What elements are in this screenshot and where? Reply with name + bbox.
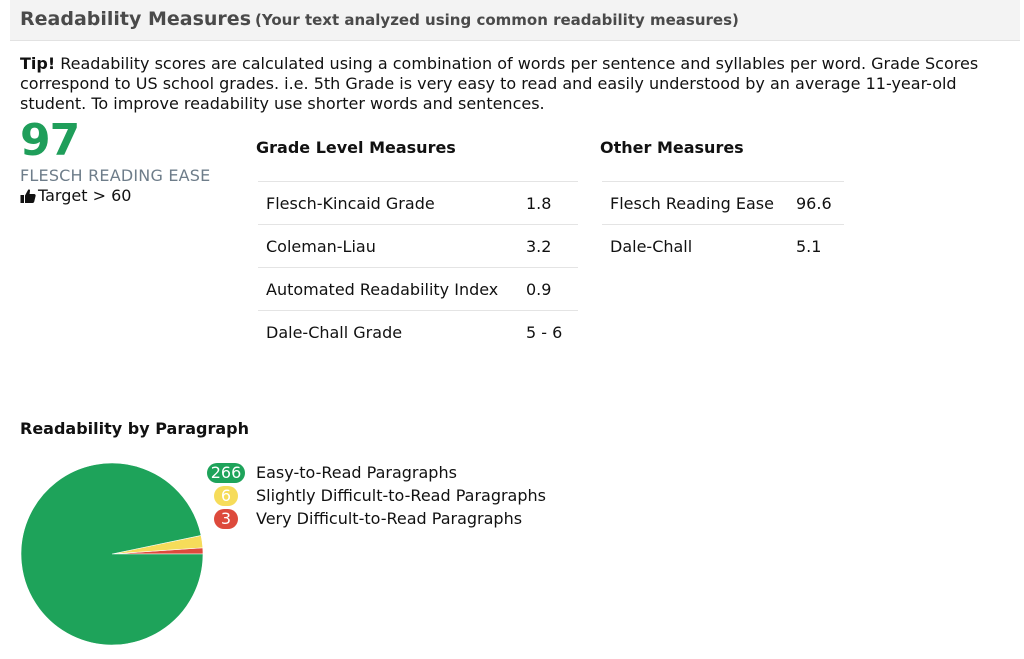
- other-measures-table: [602, 181, 844, 268]
- flesch-score-value: 97: [20, 115, 80, 166]
- section-header: [10, 0, 1020, 41]
- target-line: [20, 186, 131, 205]
- pie-slice-easy: [21, 463, 203, 645]
- measure-value: 96.6: [788, 182, 844, 225]
- table-row: [602, 225, 844, 268]
- section-title: [20, 8, 739, 30]
- legend-item-very-difficult: [204, 507, 546, 530]
- measure-name: Coleman-Liau: [258, 225, 518, 268]
- header-subtitle: (Your text analyzed using common readability measures): [255, 11, 739, 29]
- tip-text: Readability scores are calculated using a combination of words per sentence and syllables per word. Grade Scores correspond to US school grades. i.e. 5th Grade is very easy to read and easily understood by an average 11-year-old student. To improve readability use shorter words and sentences.: [20, 54, 979, 113]
- measure-name: Dale-Chall Grade: [258, 311, 518, 354]
- measure-name: Dale-Chall: [602, 225, 788, 268]
- legend-label-very-difficult: Very Difficult-to-Read Paragraphs: [256, 509, 523, 528]
- tip-label: Tip!: [20, 54, 56, 73]
- table-row: [258, 182, 578, 225]
- pie-legend: [204, 461, 546, 530]
- legend-item-easy: [204, 461, 546, 484]
- measure-name: Automated Readability Index: [258, 268, 518, 311]
- flesch-score-label: FLESCH READING EASE: [20, 166, 211, 185]
- measure-name: Flesch Reading Ease: [602, 182, 788, 225]
- other-measures-title: Other Measures: [600, 138, 744, 157]
- paragraph-readability-pie-chart: [20, 462, 204, 646]
- legend-label-easy: Easy-to-Read Paragraphs: [256, 463, 457, 482]
- grade-level-table: [258, 181, 578, 354]
- target-text: Target > 60: [38, 186, 132, 205]
- count-badge-easy: 266: [207, 463, 246, 483]
- tip-paragraph: [20, 54, 1015, 114]
- table-row: [258, 311, 578, 354]
- header-title: Readability Measures: [20, 8, 251, 30]
- legend-label-slightly-difficult: Slightly Difficult-to-Read Paragraphs: [256, 486, 546, 505]
- grade-level-title: Grade Level Measures: [256, 138, 456, 157]
- table-row: [602, 182, 844, 225]
- thumbs-up-icon: [20, 188, 36, 204]
- measure-name: Flesch-Kincaid Grade: [258, 182, 518, 225]
- legend-item-slightly-difficult: [204, 484, 546, 507]
- measure-value: 1.8: [518, 182, 578, 225]
- measure-value: 0.9: [518, 268, 578, 311]
- count-badge-slightly-difficult: 6: [214, 486, 238, 506]
- count-badge-very-difficult: 3: [214, 509, 238, 529]
- paragraph-readability-title: Readability by Paragraph: [20, 419, 249, 438]
- measure-value: 5 - 6: [518, 311, 578, 354]
- measure-value: 3.2: [518, 225, 578, 268]
- measure-value: 5.1: [788, 225, 844, 268]
- table-row: [258, 268, 578, 311]
- table-row: [258, 225, 578, 268]
